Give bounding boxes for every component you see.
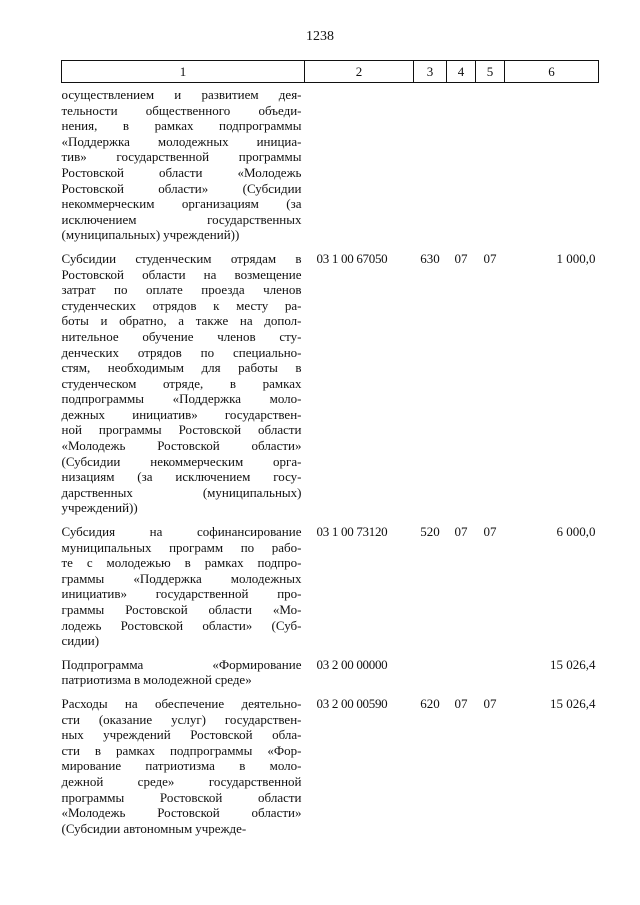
- row-description: [62, 83, 305, 243]
- row-col4: [447, 649, 476, 688]
- description-line: исключением государственных: [61, 211, 302, 227]
- table-row: [62, 649, 599, 688]
- row-col5: 07: [483, 250, 497, 266]
- description-line: низациям (за исключением госу-: [61, 469, 302, 485]
- description-line: студенческом отряде, в рамках: [61, 375, 302, 391]
- row-col5: [476, 83, 505, 243]
- description-line: Субсидии студенческим отрядам в: [61, 250, 302, 266]
- row-amount: 6 000,0: [556, 524, 596, 540]
- description-text: [62, 87, 302, 243]
- description-line: программы Ростовской области: [61, 789, 302, 805]
- description-line: подпрограммы «Поддержка моло-: [61, 391, 302, 407]
- row-code: 03 2 00 00000: [316, 656, 388, 672]
- description-line: затрат по оплате проезда членов: [61, 282, 302, 298]
- description-line: учреждений)): [61, 500, 138, 516]
- description-line: осуществлением и развитием дея-: [61, 87, 302, 102]
- row-col3: [414, 83, 447, 243]
- description-line: сти в рамках подпрограммы «Фор-: [61, 742, 302, 758]
- page-number: 1238: [306, 29, 334, 44]
- description-line: дарственных (муниципальных): [61, 484, 302, 500]
- description-line: Ростовской области «Молодежь: [61, 164, 302, 180]
- row-col5: 07: [483, 524, 497, 540]
- description-line: инициатив» государственной про-: [61, 586, 302, 602]
- column-header-3: 3: [414, 61, 447, 83]
- row-col4: 07: [454, 250, 468, 266]
- description-line: муниципальных программ по рабо-: [61, 539, 302, 555]
- table-body: [62, 83, 599, 837]
- column-header-4: 4: [447, 61, 476, 83]
- description-line: некоммерческим организациям (за: [61, 196, 302, 212]
- budget-table: [61, 60, 599, 836]
- description-line: сти (оказание услуг) государствен-: [61, 711, 302, 727]
- description-line: (Субсидии автономным учрежде-: [61, 820, 247, 836]
- column-header-2: 2: [305, 61, 414, 83]
- row-col3: [414, 649, 447, 688]
- description-line: тельности общественного объеди-: [61, 102, 302, 118]
- row-code: 03 2 00 00590: [316, 695, 388, 711]
- description-line: Подпрограмма «Формирование: [61, 656, 302, 672]
- description-line: денческих отрядов по специально-: [61, 344, 302, 360]
- row-code: [305, 83, 414, 243]
- description-line: стям, необходимым для работы в: [61, 360, 302, 376]
- description-line: граммы Ростовской области «Мо-: [61, 602, 302, 617]
- description-line: Субсидия на софинансирование: [61, 524, 302, 540]
- description-line: (муниципальных) учреждений)): [61, 227, 240, 243]
- table-row: [62, 83, 599, 243]
- row-code: 03 1 00 73120: [316, 524, 388, 540]
- description-text: [62, 251, 302, 516]
- row-col5: 07: [483, 695, 497, 711]
- description-line: тив» государственной программы: [61, 149, 302, 165]
- table-row: [62, 516, 599, 649]
- description-line: нительное обучение членов сту-: [61, 328, 302, 344]
- row-description: [62, 516, 305, 649]
- description-line: лодежь Ростовской области» (Суб-: [61, 617, 302, 633]
- row-description: [62, 243, 305, 516]
- description-line: дежных инициатив» государствен-: [61, 406, 302, 422]
- description-line: граммы «Поддержка молодежных: [61, 570, 302, 586]
- description-line: Ростовской области на возмещение: [61, 266, 302, 282]
- description-line: (Субсидии некоммерческим орга-: [61, 453, 302, 469]
- row-col4: 07: [454, 695, 468, 711]
- row-col3: 520: [420, 524, 440, 540]
- row-col3: 620: [420, 695, 440, 711]
- row-amount: [505, 83, 599, 243]
- description-line: ной программы Ростовской области: [61, 422, 302, 438]
- table-row: [62, 688, 599, 836]
- description-line: ных учреждений Ростовской обла-: [61, 727, 302, 743]
- row-col4: 07: [454, 524, 468, 540]
- row-amount: 15 026,4: [550, 656, 596, 672]
- description-line: Расходы на обеспечение деятельно-: [61, 695, 302, 711]
- row-col3: 630: [420, 250, 440, 266]
- column-header-1: 1: [62, 61, 305, 83]
- description-line: «Молодежь Ростовской области»: [61, 805, 302, 821]
- description-line: «Молодежь Ростовской области»: [61, 438, 302, 454]
- row-col4: [447, 83, 476, 243]
- row-amount: 1 000,0: [556, 250, 596, 266]
- description-line: студенческих отрядов к месту ра-: [61, 297, 302, 313]
- description-line: «Поддержка молодежных инициа-: [61, 133, 302, 149]
- row-col5: [476, 649, 505, 688]
- description-line: сидии): [61, 633, 100, 649]
- description-line: Ростовской области» (Субсидии: [61, 180, 302, 196]
- description-line: боты и обратно, а также на допол-: [61, 313, 302, 329]
- table-row: [62, 243, 599, 516]
- description-text: [62, 696, 302, 836]
- description-line: дежной среде» государственной: [61, 773, 302, 789]
- description-line: те с молодежью в рамках подпро-: [61, 555, 302, 571]
- column-header-6: 6: [505, 61, 599, 83]
- column-header-5: 5: [476, 61, 505, 83]
- description-line: нения, в рамках подпрограммы: [61, 118, 302, 134]
- row-description: [62, 649, 305, 688]
- row-amount: 15 026,4: [550, 695, 596, 711]
- description-line: мирование патриотизма в моло-: [61, 758, 302, 774]
- description-text: [62, 524, 302, 649]
- row-description: [62, 688, 305, 836]
- description-text: [62, 657, 302, 688]
- row-code: 03 1 00 67050: [316, 250, 388, 266]
- description-line: патриотизма в молодежной среде»: [61, 672, 252, 688]
- table-header-row: [62, 61, 599, 83]
